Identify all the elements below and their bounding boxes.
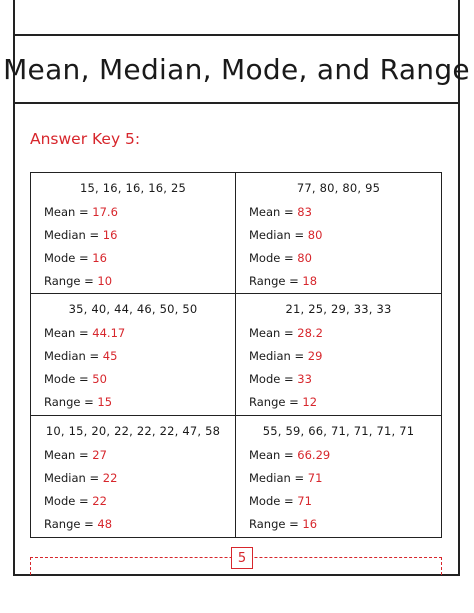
mean-row [249,322,441,345]
mode-row [44,247,235,270]
mode-label: Mode = [249,493,294,508]
median-label: Median = [44,349,100,364]
dataset-values: 21, 25, 29, 33, 33 [285,302,392,317]
mean-value: 28.2 [297,326,323,341]
mode-row [249,490,441,513]
range-label: Range = [249,274,299,288]
range-row [249,513,441,536]
mode-value: 71 [297,493,312,508]
range-row [249,270,441,293]
mode-label: Mode = [44,372,89,387]
mean-row [249,201,441,224]
problem-cell [31,416,236,537]
mode-value: 33 [297,372,312,387]
median-label: Median = [249,228,305,242]
problem-cell [236,173,441,294]
range-label: Range = [249,395,299,410]
range-row [44,391,235,414]
median-value: 45 [102,349,118,364]
range-row [44,270,235,293]
mode-value: 80 [297,251,312,265]
median-row [44,467,235,490]
title-box [3,34,470,104]
mean-value: 17.6 [92,205,118,219]
mean-label: Mean = [44,205,89,219]
mode-row [44,490,235,513]
mean-row [249,444,441,467]
range-label: Range = [44,516,94,531]
range-value: 15 [97,395,113,410]
dataset-values: 55, 59, 66, 71, 71, 71, 71 [262,423,415,438]
page-title: Mean, Median, Mode, and Range [3,52,470,86]
mean-label: Mean = [44,326,89,341]
mean-row [44,201,235,224]
range-label: Range = [44,274,94,288]
mean-value: 83 [297,205,312,219]
problem-cell [236,416,441,537]
page-number: 5 [231,547,253,569]
footer-right-tick [441,557,442,575]
dataset-values: 35, 40, 44, 46, 50, 50 [68,302,198,317]
mode-label: Mode = [44,251,89,265]
median-label: Median = [249,349,305,364]
median-row [44,345,235,368]
median-value: 29 [307,349,323,364]
mode-label: Mode = [44,493,89,508]
mode-row [249,247,441,270]
mean-label: Mean = [44,447,89,462]
mean-value: 27 [92,447,107,462]
mode-label: Mode = [249,251,294,265]
answer-key-heading: Answer Key 5: [30,130,141,148]
range-value: 10 [97,274,113,288]
median-value: 22 [102,470,118,485]
median-row [249,224,441,247]
answer-grid [30,172,442,538]
mean-label: Mean = [249,205,294,219]
median-row [249,467,441,490]
mode-row [249,368,441,391]
mean-label: Mean = [249,447,294,462]
dataset-values: 77, 80, 80, 95 [296,181,381,195]
mode-label: Mode = [249,372,294,387]
median-row [44,224,235,247]
median-label: Median = [249,470,305,485]
median-row [249,345,441,368]
mode-value: 16 [92,251,107,265]
mean-row [44,444,235,467]
median-value: 71 [307,470,323,485]
mean-value: 44.17 [92,326,126,341]
problem-cell [31,294,236,415]
range-label: Range = [44,395,94,410]
problem-cell [236,294,441,415]
median-label: Median = [44,470,100,485]
median-value: 16 [102,228,118,242]
footer-left-tick [30,557,31,575]
range-row [44,513,235,536]
range-value: 48 [97,516,113,531]
median-value: 80 [307,228,323,242]
dataset-values: 10, 15, 20, 22, 22, 22, 47, 58 [45,423,221,438]
dataset-values: 15, 16, 16, 16, 25 [79,181,186,195]
mean-label: Mean = [249,326,294,341]
range-label: Range = [249,516,299,531]
mode-value: 22 [92,493,107,508]
range-row [249,391,441,414]
range-value: 16 [302,516,318,531]
range-value: 12 [302,395,318,410]
mean-row [44,322,235,345]
range-value: 18 [302,274,318,288]
mode-value: 50 [92,372,107,387]
problem-cell [31,173,236,294]
mode-row [44,368,235,391]
mean-value: 66.29 [297,447,331,462]
median-label: Median = [44,228,100,242]
